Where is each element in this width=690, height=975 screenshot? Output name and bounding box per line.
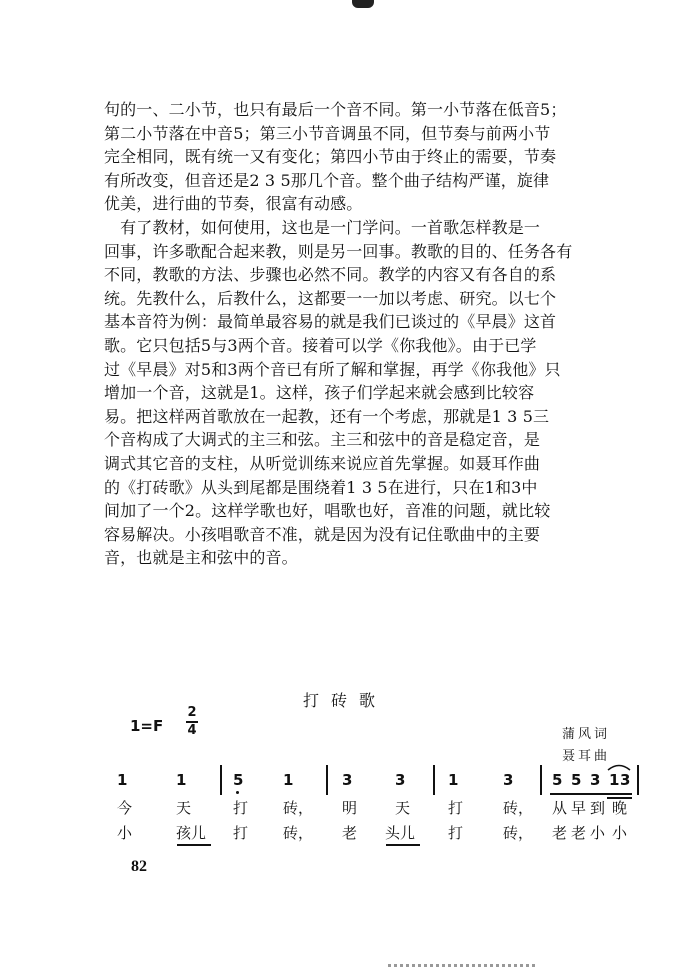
lyric-word: 打 [448, 799, 464, 817]
lyric-word: 打 [448, 824, 464, 842]
scan-artifact [388, 964, 538, 967]
text-line: 歌。它只包括5与3两个音。接着可以学《你我他》。由于已学 [104, 335, 537, 355]
bar-line [220, 765, 222, 795]
lyric-word: 砖， [503, 824, 534, 842]
text-line: 有了教材，如何使用，这也是一门学问。一首歌怎样教是一 [104, 217, 541, 237]
note: 1 [448, 771, 459, 789]
note: 5 [571, 771, 582, 789]
text-line: 有所改变，但音还是2 3 5那几个音。整个曲子结构严谨，旋律 [104, 170, 550, 190]
notation-line [0, 771, 690, 795]
melisma-underline [386, 844, 420, 846]
lyric-word: 小 [117, 824, 133, 842]
text-line: 个音构成了大调式的主三和弦。主三和弦中的音是稳定音，是 [104, 430, 541, 450]
key-signature: 1=F [130, 717, 164, 735]
text-line: 基本音符为例：最简单最容易的就是我们已谈过的《早晨》这首 [104, 312, 557, 332]
text-line: 调式其它音的支柱，从听觉训练来说应首先掌握。如聂耳作曲 [104, 453, 541, 473]
text-line: 第二小节落在中音5；第三小节音调虽不同，但节奏与前两小节 [104, 123, 551, 143]
note: 1 [283, 771, 294, 789]
text-line: 易。把这样两首歌放在一起教，还有一个考虑，那就是1 3 5三 [104, 406, 550, 426]
lyric-word: 从 [552, 799, 568, 817]
lyric-word: 砖， [283, 824, 314, 842]
composer-credit: 聂耳曲 [562, 749, 611, 764]
text-line: 不同，教歌的方法、步骤也必然不同。教学的内容又有各自的系 [104, 265, 557, 285]
bar-line [540, 765, 542, 795]
lyric-word: 砖， [283, 799, 314, 817]
lyrics-verse-1 [0, 797, 690, 819]
note: 3 [503, 771, 514, 789]
lyric-word: 晚 [612, 799, 628, 817]
text-line: 统。先教什么，后教什么，这都要一一加以考虑、研究。以七个 [104, 288, 557, 308]
lyric-word: 小 [590, 824, 606, 842]
melisma-underline [177, 844, 211, 846]
note: 3 [620, 771, 631, 789]
lyric-word: 天 [176, 799, 192, 817]
lyric-word: 早 [571, 799, 587, 817]
text-line: 完全相同，既有统一又有变化；第四小节由于终止的需要，节奏 [104, 147, 557, 167]
note: 3 [395, 771, 406, 789]
bar-line [637, 765, 639, 795]
slur-mark [606, 761, 632, 771]
time-signature [186, 706, 198, 738]
text-line: 回事，许多歌配合起来教，则是另一回事。教歌的目的、任务各有 [104, 241, 573, 261]
time-signature-bottom: 4 [187, 722, 197, 738]
lyric-word: 砖， [503, 799, 534, 817]
low-octave-dot [236, 791, 239, 794]
text-line: 容易解决。小孩唱歌音不准，就是因为没有记住歌曲中的主要 [104, 524, 541, 544]
body-text [104, 98, 604, 570]
note: 1 [176, 771, 187, 789]
text-line: 间加了一个2。这样学歌也好，唱歌也好，音准的问题，就比较 [104, 501, 551, 521]
text-line: 句的一、二小节，也只有最后一个音不同。第一小节落在低音5； [104, 100, 567, 119]
note: 5 [552, 771, 563, 789]
lyrics-verse-2 [0, 822, 690, 844]
scan-mark [352, 0, 374, 8]
bar-line [433, 765, 435, 795]
lyric-word: 老 [571, 824, 587, 842]
lyricist-credit: 蒲风词 [562, 727, 611, 742]
lyric-word: 天 [395, 799, 411, 817]
note: 5 [233, 771, 243, 789]
note: 3 [590, 771, 601, 789]
lyric-word: 头儿 [385, 824, 416, 842]
page-number: 82 [131, 858, 147, 875]
lyric-word: 打 [233, 799, 249, 817]
lyric-word: 孩儿 [176, 824, 207, 842]
note: 3 [342, 771, 353, 789]
lyric-word: 到 [590, 799, 606, 817]
eighth-note-beam [550, 793, 632, 795]
text-line: 过《早晨》对5和3两个音已有所了解和掌握，再学《你我他》只 [104, 359, 561, 379]
lyric-word: 小 [612, 824, 628, 842]
song-title: 打砖歌 [302, 691, 387, 710]
note: 1 [609, 771, 620, 789]
text-line: 增加一个音，这就是1。这样，孩子们学起来就会感到比较容 [104, 383, 535, 403]
bar-line [326, 765, 328, 795]
lyric-word: 打 [233, 824, 249, 842]
text-line: 的《打砖歌》从头到尾都是围绕着1 3 5在进行，只在1和3中 [104, 477, 538, 497]
time-signature-top: 2 [187, 705, 197, 720]
lyric-word: 老 [342, 824, 358, 842]
text-line: 音，也就是主和弦中的音。 [104, 548, 298, 568]
text-line: 优美，进行曲的节奏，很富有动感。 [104, 194, 363, 214]
lyric-word: 老 [552, 824, 568, 842]
note: 1 [117, 771, 128, 789]
lyric-word: 明 [342, 799, 358, 817]
lyric-word: 今 [117, 799, 133, 817]
